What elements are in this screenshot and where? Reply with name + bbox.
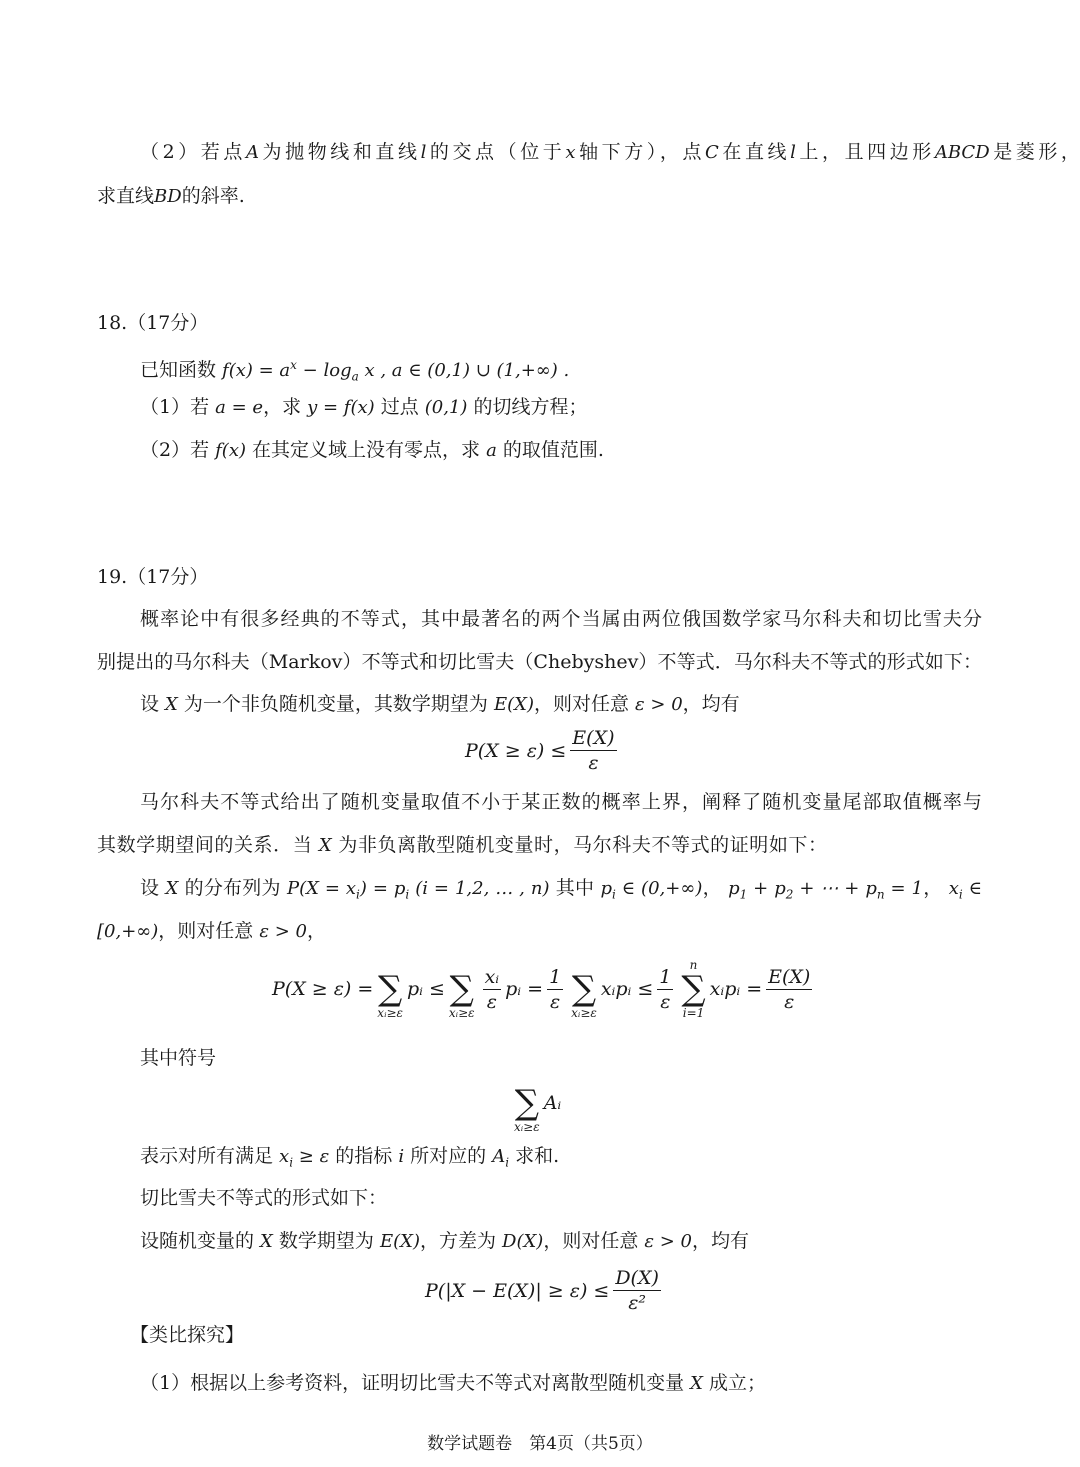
math-text: y = f(x) [307,397,375,418]
math-expression [635,694,683,715]
math-text: x , a ∈ (0,1) ∪ (1,+∞) . [358,360,570,381]
math-text: i [398,1146,405,1167]
math-expression [222,360,297,381]
text-segment: （1）若 [140,396,216,418]
math-text: − log [296,360,352,381]
text-line [140,1368,766,1398]
numerator: E(X) [572,727,615,749]
operator: = [527,978,544,1000]
math-text: a = e [215,397,264,418]
text-segment: ， [306,920,326,942]
math-expression [425,397,468,418]
math-expression [705,142,719,163]
subscript: n [876,887,885,902]
markov-inequality [465,726,621,775]
text-segment: 19.（17分） [97,566,209,588]
text-line [140,137,1080,167]
math-text: ∈ [962,878,983,899]
text-line [140,604,982,634]
math-expression [97,921,158,942]
text-segment: 所对应的 [404,1145,493,1167]
term: xᵢpᵢ [600,978,632,1000]
math-expression [246,142,259,163]
sum-lower-limit: xᵢ≥ε [514,1120,540,1134]
term: xᵢpᵢ [709,978,741,1000]
math-text: f(x) [215,440,246,461]
math-text: a [486,440,497,461]
sum-symbol [377,958,403,1020]
math-text: ε > 0 [259,921,307,942]
math-text: x [279,1146,290,1167]
text-segment: 别提出的马尔科夫（Markov）不等式和切比雪夫（Chebyshev）不等式．马尔科夫不等式的形式如下： [97,651,982,673]
math-expression [948,878,963,902]
subscript: i [356,887,360,902]
math-text: l [790,142,796,163]
formula-lhs: P(X ≥ ε) ≤ [465,739,567,762]
denominator: ε [660,990,671,1013]
math-expression [165,694,178,715]
math-text: A [245,142,259,163]
math-expression [154,186,182,207]
math-expression [293,1146,329,1167]
math-text: X [165,878,179,899]
text-segment: ，则对任意 [158,920,260,942]
math-expression [307,397,375,418]
sigma: ∑ [514,1083,539,1123]
numerator: xᵢ [484,965,500,988]
numerator: 1 [549,965,562,988]
text-segment: ，则对任意 [533,693,636,715]
math-text: ≥ ε [293,1146,330,1167]
text-segment: 的指标 [329,1145,399,1167]
math-text: (0,1) [424,397,468,418]
math-text: X [165,694,178,715]
text-segment: ，方差为 [419,1230,503,1252]
text-segment: 其中符号 [140,1047,217,1069]
text-segment: ， [702,877,729,899]
term: Aᵢ [543,1092,562,1114]
math-expression [259,921,307,942]
math-text: x [948,878,959,899]
math-text: p [600,878,612,899]
text-line [97,181,245,211]
sum-upper-limit: n [689,958,698,972]
math-text: X [260,1231,273,1252]
text-line [140,435,604,465]
operator: ≤ [428,978,445,1000]
text-line [140,873,982,903]
superscript: x [290,358,297,372]
subscript: i [289,1155,294,1170]
text-line [97,916,326,946]
math-text: X [318,835,332,856]
fraction [613,1266,661,1315]
math-expression [215,397,263,418]
math-expression [492,1146,510,1170]
math-text: (i = 1,2, … , n) [409,878,550,899]
math-expression [286,878,360,902]
math-expression [319,835,332,856]
sum-symbol [514,1072,540,1134]
fraction [547,965,563,1014]
math-text: ∈ (0,+∞) [615,878,703,899]
denominator: ε² [628,1292,647,1314]
text-line [140,787,982,817]
math-expression [600,878,616,902]
sigma: ∑ [571,969,597,1009]
text-line [140,1226,749,1256]
sum-lower-limit: xᵢ≥ε [448,1006,475,1020]
text-segment: 的交点（位于 [426,141,566,163]
math-text: A [492,1146,506,1167]
fraction [570,726,616,775]
chebyshev-inequality [425,1266,665,1315]
math-expression [486,440,497,461]
math-expression [215,440,246,461]
operator: = [746,978,763,1000]
math-expression [690,1373,703,1394]
denominator: ε [550,990,561,1013]
math-expression [380,1231,420,1252]
math-text: X [690,1373,703,1394]
text-segment: 的分布列为 [178,877,287,899]
math-expression [644,1231,692,1252]
text-line [140,350,570,384]
text-segment: 其数学期望间的关系．当 [97,834,319,856]
text-segment: 的斜率. [181,185,245,207]
text-segment: 的切线方程； [467,396,588,418]
text-segment: 其中 [549,877,601,899]
math-text: D(X) [502,1231,544,1252]
math-text: ABCD [934,142,990,163]
denominator: ε [784,990,795,1013]
math-text: x [565,142,576,163]
text-segment: 设 [140,877,166,899]
text-segment: ，则对任意 [543,1230,645,1252]
text-segment: 上，且四边形 [795,141,935,163]
math-text: + p [747,878,786,899]
text-line [140,1043,216,1073]
math-expression [963,878,982,899]
math-text: [0,+∞) [97,921,159,942]
text-segment: 为一个非负随机变量，其数学期望为 [177,693,494,715]
math-text: BD [154,186,182,207]
math-expression [166,878,179,899]
math-expression [747,878,794,902]
math-expression [885,878,923,899]
text-segment: 切比雪夫不等式的形式如下： [140,1187,388,1209]
text-line [97,647,982,677]
math-text: E(X) [493,694,534,715]
text-line [140,392,587,422]
text-segment: 是菱形， [989,141,1080,163]
math-text: ε > 0 [644,1231,692,1252]
text-segment: 为非负离散型随机变量时，马尔科夫不等式的证明如下： [331,834,828,856]
math-expression [793,878,885,902]
numerator: E(X) [768,965,811,988]
term: pᵢ [505,978,522,1000]
text-segment: （2）若点 [140,141,246,163]
math-text: ) = p [359,878,406,899]
math-expression [279,1146,294,1170]
text-line [140,1141,559,1171]
math-text: P(X = x [286,878,357,899]
text-segment: 18.（17分） [97,312,209,334]
text-segment: ，均有 [682,693,740,715]
text-segment: 表示对所有满足 [140,1145,280,1167]
math-text: f(x) = a [222,360,291,381]
math-expression [502,1231,543,1252]
subscript: a [351,369,359,384]
subscript: 2 [785,887,794,902]
formula-lhs: P(X ≥ ε) = [272,978,374,1000]
subscript: i [405,887,410,902]
text-segment: 【类比探究】 [130,1324,245,1346]
text-line [140,689,740,719]
question-number [97,562,208,592]
text-segment: 过点 [374,396,425,418]
subscript: i [505,1155,510,1170]
text-segment: ，求 [263,396,308,418]
math-expression [409,878,549,899]
text-segment: 轴下方），点 [575,141,706,163]
sum-lower-limit: xᵢ≥ε [571,1006,597,1020]
page-footer: 数学试题卷 第4页（共5页） [427,1434,653,1454]
text-line [97,830,827,860]
math-text: E(X) [379,1231,420,1252]
math-text: ε > 0 [635,694,683,715]
math-expression [494,694,534,715]
sum-symbol [681,958,705,1020]
text-segment: 设随机变量的 [140,1230,261,1252]
numerator: D(X) [615,1267,659,1289]
subscript: i [958,887,963,902]
sigma: ∑ [681,969,706,1009]
sum-symbol [449,958,475,1020]
text-segment: 的取值范围. [496,439,604,461]
denominator: ε [486,990,497,1013]
math-text: p [728,878,740,899]
text-segment: ， [923,877,949,899]
text-segment: 在直线 [718,141,791,163]
term: pᵢ [406,978,423,1000]
markov-proof-formula [272,958,816,1020]
operator: ≤ [637,978,654,1000]
fraction [657,965,673,1014]
subscript: i [611,887,616,902]
sum-symbol [571,958,597,1020]
sum-notation-formula [510,1072,561,1134]
math-expression [260,1231,273,1252]
text-segment: （2）若 [140,439,216,461]
sum-lower-limit: i=1 [682,1006,705,1020]
text-segment: ，均有 [692,1230,750,1252]
math-expression [728,878,748,902]
text-segment: 已知函数 [140,359,223,381]
math-text: l [420,142,427,163]
subscript: 1 [739,887,748,902]
text-segment: 为抛物线和直线 [258,141,421,163]
text-segment: 设 [140,693,166,715]
text-line [140,1183,387,1213]
question-number [97,308,208,338]
math-text: = 1 [884,878,924,899]
text-segment: 求直线 [97,185,155,207]
math-text: C [705,142,719,163]
text-segment: 马尔科夫不等式给出了随机变量取值不小于某正数的概率上界，阐释了随机变量尾部取值概率与 [140,791,982,813]
math-expression [359,360,569,381]
fraction [766,965,812,1014]
text-segment: （1）根据以上参考资料，证明切比雪夫不等式对离散型随机变量 [140,1372,691,1394]
math-text: + ⋯ + p [793,878,877,899]
sigma: ∑ [449,969,474,1009]
text-segment: 概率论中有很多经典的不等式，其中最著名的两个当属由两位俄国数学家马尔科夫和切比雪夫分 [140,608,982,630]
math-expression [616,878,703,899]
text-segment: 数学期望为 [272,1230,380,1252]
math-expression [296,360,359,384]
fraction [483,965,502,1014]
math-expression [935,142,990,163]
sum-lower-limit: xᵢ≥ε [377,1006,403,1020]
text-segment: 成立； [702,1372,767,1394]
denominator: ε [588,752,599,774]
math-expression [359,878,410,902]
formula-lhs: P(|X − E(X)| ≥ ε) ≤ [425,1279,610,1302]
numerator: 1 [659,965,672,988]
text-segment: 在其定义域上没有零点，求 [246,439,487,461]
text-line [130,1320,244,1350]
text-segment: 求和. [509,1145,560,1167]
math-expression [565,142,575,163]
sigma: ∑ [378,969,403,1009]
